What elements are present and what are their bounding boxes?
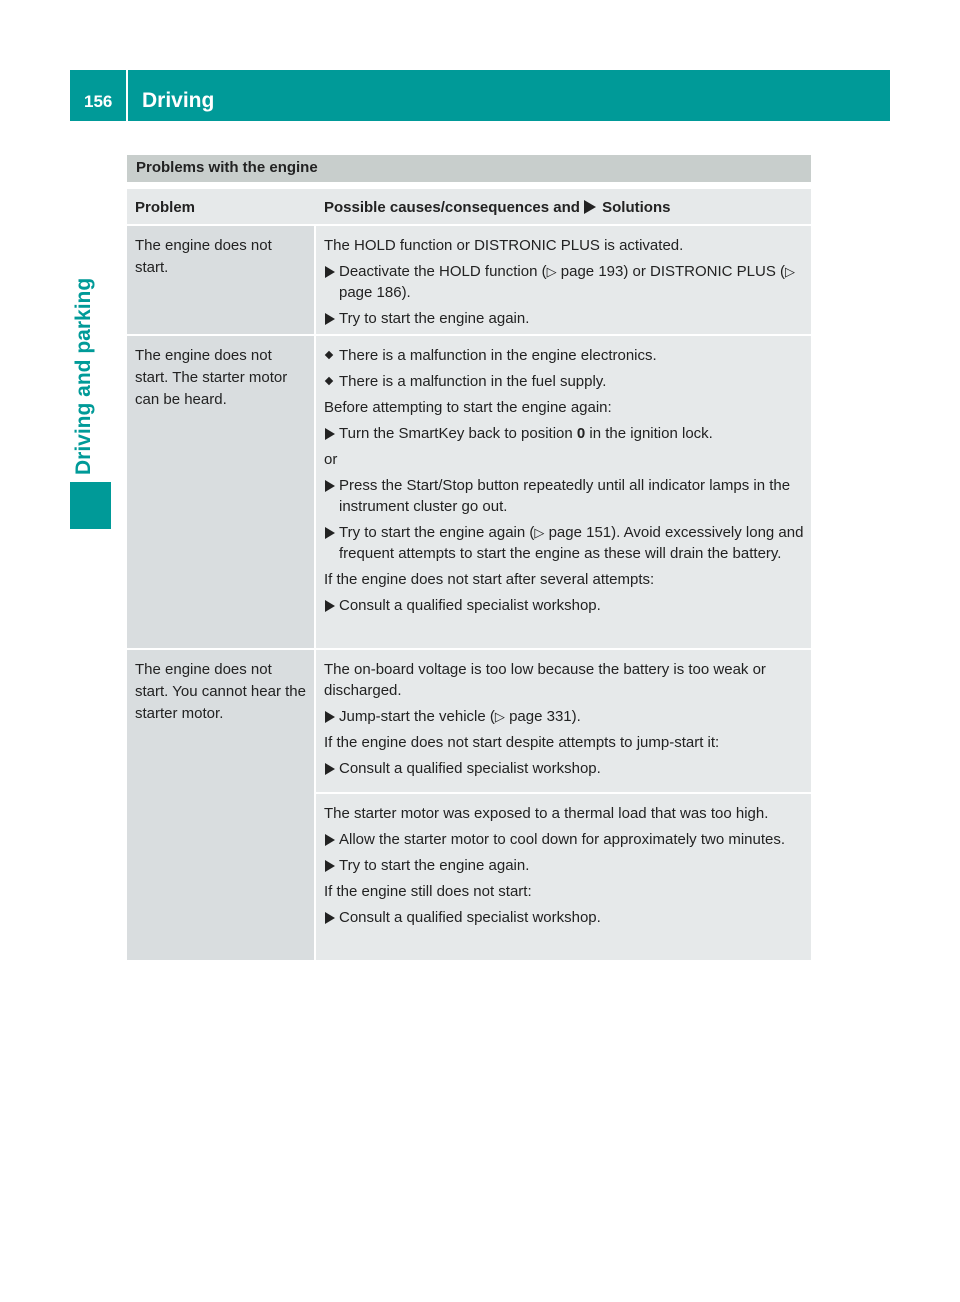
step-text: Deactivate the HOLD function ( (339, 263, 547, 280)
problem-text: The engine does not start. (135, 237, 272, 276)
cause-bullet: There is a malfunction in the engine electronics. (324, 345, 805, 366)
solution-step: Allow the starter motor to cool down for approximately two minutes. (324, 829, 805, 850)
instruction-text: If the engine does not start after several attempts: (324, 571, 655, 588)
problem-text: The engine does not start. The starter motor can be heard. (135, 347, 288, 408)
header-divider (126, 70, 128, 121)
section-title: Problems with the engine (127, 155, 811, 182)
cause-text: The on-board voltage is too low because the battery is too weak or discharged. (324, 661, 766, 699)
solution-step: Press the Start/Stop button repeatedly until all indicator lamps in the instrument cluster go out. (324, 475, 805, 517)
problem-cell (127, 336, 314, 648)
step-text: page 186). (339, 284, 411, 301)
step-text: Turn the SmartKey back to position (339, 425, 573, 442)
problem-cell (127, 226, 314, 334)
solution-step: Consult a qualified specialist workshop. (324, 907, 805, 928)
page-ref-icon: ▷ (494, 709, 505, 724)
or-text: or (324, 451, 338, 468)
side-tab-label: Driving and parking (72, 277, 95, 475)
step-text: page 193) or DISTRONIC PLUS ( (560, 263, 786, 280)
column-header-solutions-label: Solutions (602, 199, 671, 216)
step-text: Jump-start the vehicle ( (339, 708, 495, 725)
problem-cell (127, 650, 314, 960)
problem-text: The engine does not start. You cannot hear the starter motor. (135, 661, 306, 722)
page-ref-icon: ▷ (785, 264, 796, 279)
page-ref-icon: ▷ (534, 525, 545, 540)
cause-text: The starter motor was exposed to a thermal load that was too high. (324, 805, 769, 822)
side-tab-marker (70, 482, 111, 529)
page-title: Driving (142, 89, 215, 112)
step-text: page 331). (509, 708, 581, 725)
solution-step: Try to start the engine again. (324, 308, 805, 329)
step-text: in the ignition lock. (589, 425, 713, 442)
solution-step (324, 706, 805, 727)
instruction-text: Before attempting to start the engine again: (324, 399, 612, 416)
column-header-solutions-text: Possible causes/consequences and (324, 199, 580, 216)
solution-cell (316, 336, 811, 648)
solution-step: Consult a qualified specialist workshop. (324, 595, 805, 616)
column-header-problem: Problem (127, 189, 314, 224)
solution-cell (316, 650, 811, 792)
page-number: 156 (84, 92, 113, 111)
ignition-position: 0 (576, 425, 586, 442)
step-arrow-icon (584, 200, 596, 214)
column-header-solutions (314, 189, 811, 224)
cause-text: The HOLD function or DISTRONIC PLUS is activated. (324, 237, 684, 254)
solution-cell (316, 794, 811, 960)
step-text: Try to start the engine again ( (339, 524, 535, 541)
solution-step: Try to start the engine again. (324, 855, 805, 876)
instruction-text: If the engine does not start despite attempts to jump-start it: (324, 734, 720, 751)
cause-bullet: There is a malfunction in the fuel supply. (324, 371, 805, 392)
step-text: page 151). Avoid excessively long and frequent attempts to start the engine as these will drain the battery. (339, 524, 804, 562)
solution-cell (316, 226, 811, 334)
solution-step (324, 261, 805, 303)
instruction-text: If the engine still does not start: (324, 883, 532, 900)
solution-step: Consult a qualified specialist workshop. (324, 758, 805, 779)
solution-step (324, 423, 805, 444)
solution-step (324, 522, 805, 564)
page-ref-icon: ▷ (546, 264, 557, 279)
